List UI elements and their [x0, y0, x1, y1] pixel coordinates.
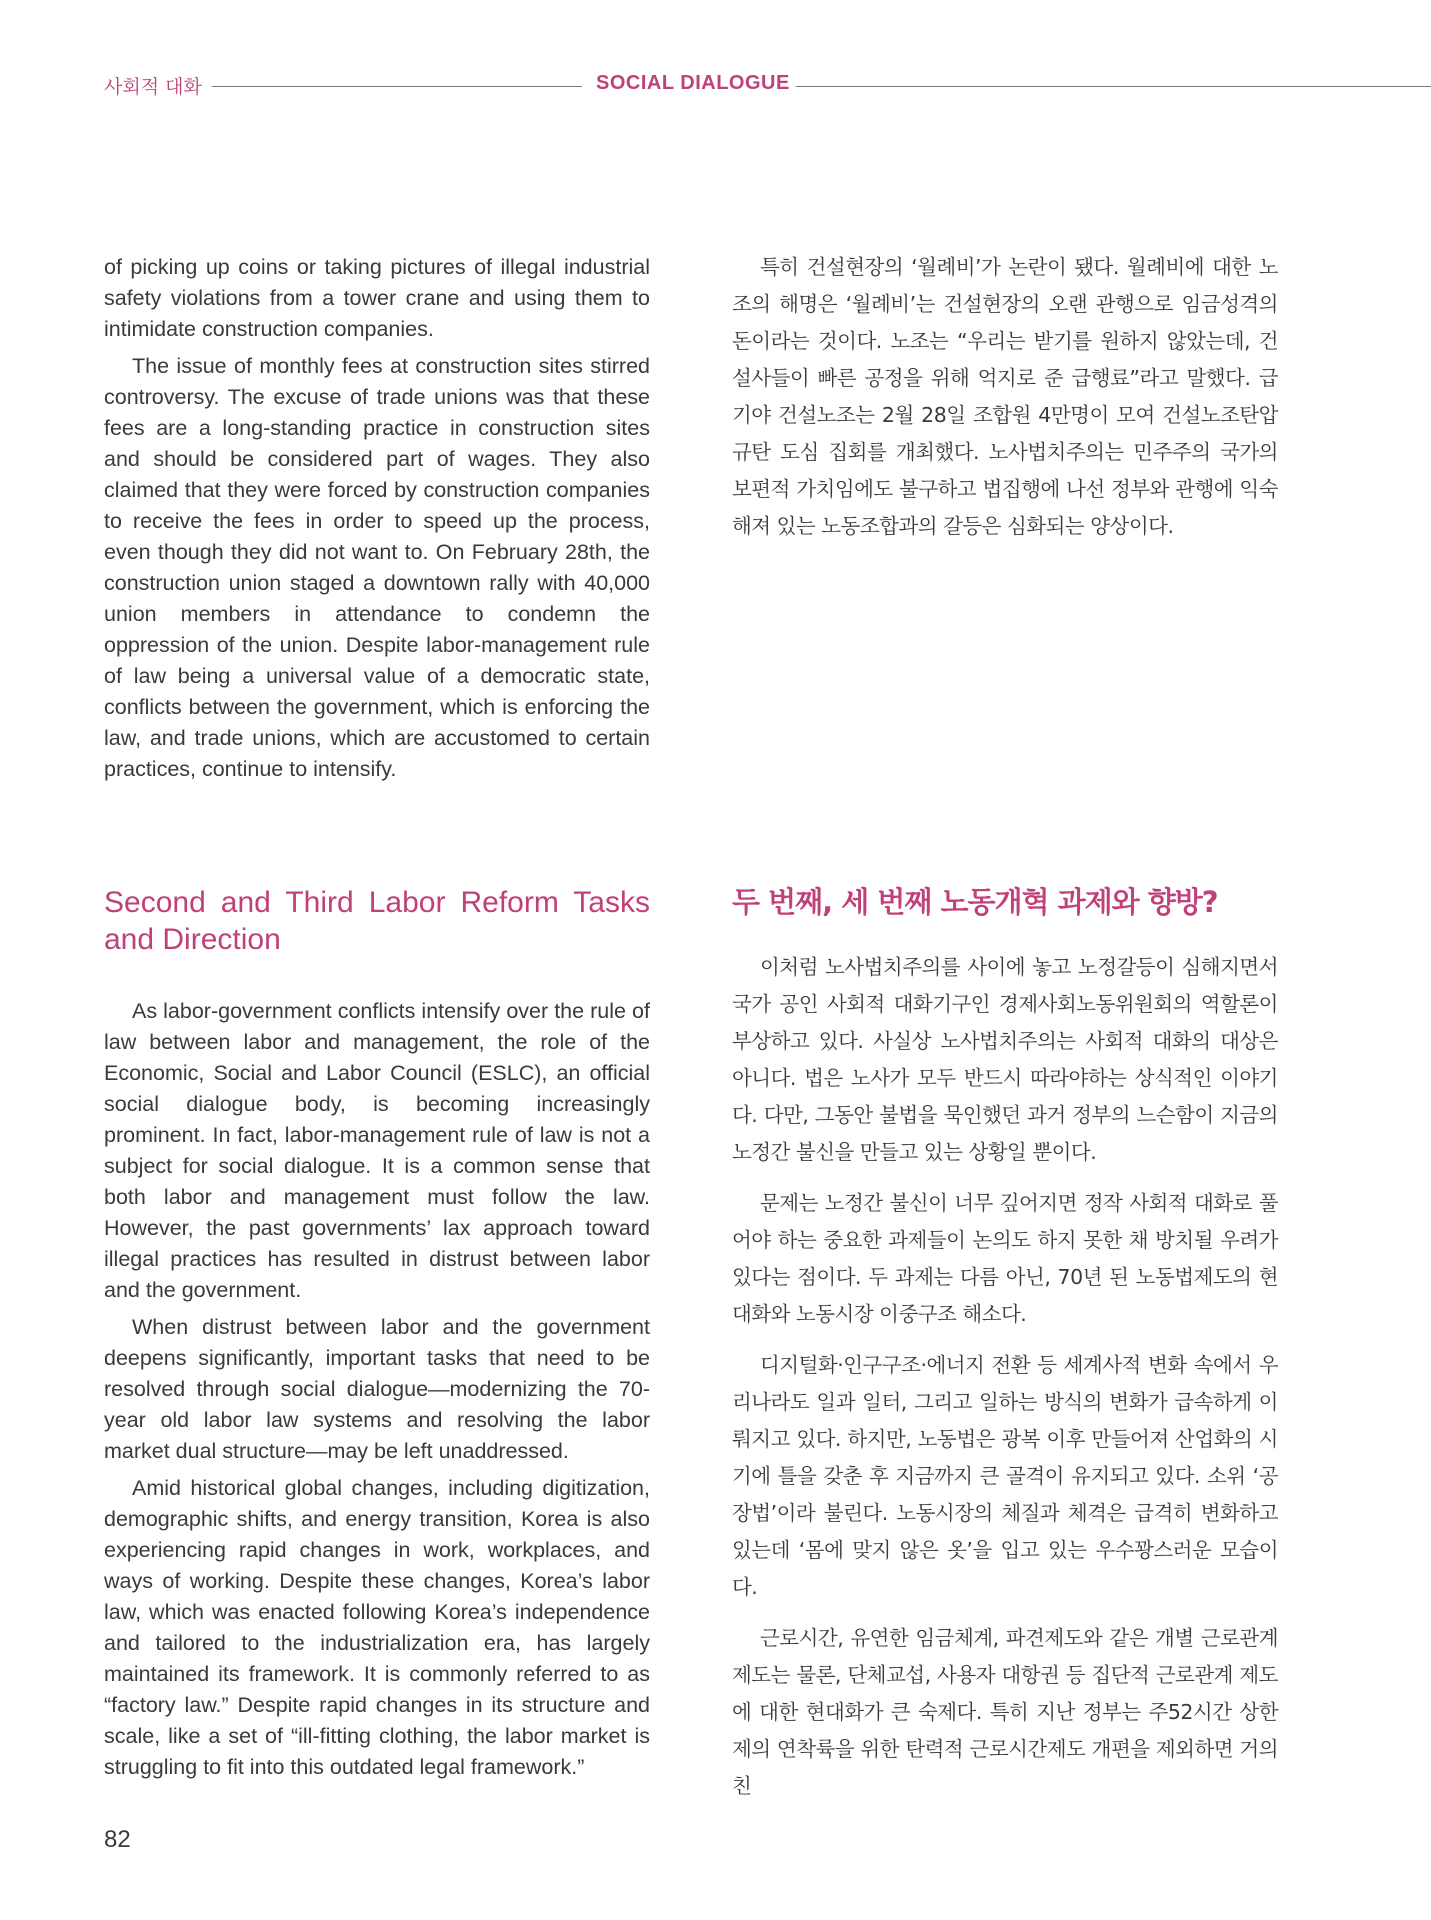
section-title-korean: 사회적 대화 [104, 76, 202, 98]
section-heading: Second and Third Labor Reform Tasks and Direction [104, 886, 650, 956]
section-title-english: SOCIAL DIALOGUE [596, 72, 790, 94]
body-paragraph: of picking up coins or taking pictures of illegal industrial safety violations from a tower crane and using them to intimidate construction companies. [104, 255, 650, 341]
header-rule-left [212, 86, 582, 87]
running-header [0, 72, 1431, 102]
body-paragraph: 디지털화·인구구조·에너지 전환 등 세계사적 변화 속에서 우리나라도 일과 일터, 그리고 일하는 방식의 변화가 급속하게 이뤄지고 있다. 하지만, 노동법은 광복 이후 만들어져 산업화의 시기에 틀을 갖춘 후 지금까지 큰 골격이 유지되고 있다. 소위 ‘공장법’이라 불린다. 노동시장의 체질과 체격은 급격히 변화하고 있는데 ‘몸에 맞지 않은 옷’을 입고 있는 우수꽝스러운 모습이다. [732, 1353, 1278, 1599]
bottom-right-column [732, 884, 1278, 1819]
body-paragraph: 이처럼 노사법치주의를 사이에 놓고 노정갈등이 심해지면서 국가 공인 사회적 대화기구인 경제사회노동위원회의 역할론이 부상하고 있다. 사실상 노사법치주의는 사회적 대화의 대상은 아니다. 법은 노사가 모두 반드시 따라야하는 상식적인 이야기다. 다만, 그동안 불법을 묵인했던 과거 정부의 느슨함이 지금의 노정간 불신을 만들고 있는 상황일 뿐이다. [732, 955, 1278, 1164]
body-paragraph: 문제는 노정간 불신이 너무 깊어지면 정작 사회적 대화로 풀어야 하는 중요한 과제들이 논의도 하지 못한 채 방치될 우려가 있다는 점이다. 두 과제는 다름 아닌, 70년 된 노동법제도의 현대화와 노동시장 이중구조 해소다. [732, 1191, 1278, 1326]
body-paragraph: As labor-government conflicts intensify over the rule of law between labor and management, the role of the Economic, Social and Labor Council (ESLC), an official social dialogue body, is becoming increasingly prominent. In fact, labor-management rule of law is not a subject for social dialogue. It is a common sense that both labor and management must follow the law. However, the past governments’ lax approach toward illegal practices has resulted in distrust between labor and the government. [104, 999, 650, 1302]
body-paragraph: Amid historical global changes, including digitization, demographic shifts, and energy transition, Korea is also experiencing rapid changes in work, workplaces, and ways of working. Despite these changes, Korea’s labor law, which was enacted following Korea’s independence and tailored to the industrialization era, has largely maintained its framework. It is commonly referred to as “factory law.” Despite rapid changes in its structure and scale, like a set of “ill-fitting clothing, the labor market is struggling to fit into this outdated legal framework.” [104, 1476, 650, 1779]
bottom-left-column [104, 884, 650, 1789]
body-paragraph: When distrust between labor and the government deepens significantly, important tasks that need to be resolved through social dialogue—modernizing the 70-year old labor law systems and resolving the labor market dual structure—may be left unaddressed. [104, 1315, 650, 1463]
header-rule-right [796, 86, 1431, 87]
body-paragraph: 근로시간, 유연한 임금체계, 파견제도와 같은 개별 근로관계 제도는 물론, 단체교섭, 사용자 대항권 등 집단적 근로관계 제도에 대한 현대화가 큰 숙제다. 특히 지난 정부는 주52시간 상한제의 연착륙을 위한 탄력적 근로시간제도 개편을 제외하면 거의 친 [732, 1626, 1278, 1798]
body-paragraph: 특히 건설현장의 ‘월례비’가 논란이 됐다. 월례비에 대한 노조의 해명은 ‘월례비’는 건설현장의 오랜 관행으로 임금성격의 돈이라는 것이다. 노조는 “우리는 받기를 원하지 않았는데, 건설사들이 빠른 공정을 위해 억지로 준 급행료”라고 말했다. 급기야 건설노조는 2월 28일 조합원 4만명이 모여 건설노조탄압 규탄 도심 집회를 개최했다. 노사법치주의는 민주주의 국가의 보편적 가치임에도 불구하고 법집행에 나선 정부와 관행에 익숙해져 있는 노동조합과의 갈등은 심화되는 양상이다. [732, 255, 1278, 538]
page-number: 82 [104, 1826, 131, 1853]
top-right-column [732, 249, 1278, 559]
top-left-column [104, 252, 650, 791]
section-heading: 두 번째, 세 번째 노동개혁 과제와 향방? [732, 885, 1218, 919]
body-paragraph: The issue of monthly fees at construction sites stirred controversy. The excuse of trade unions was that these fees are a long-standing practice in construction sites and should be considered part of wages. They also claimed that they were forced by construction companies to receive the fees in order to speed up the process, even though they did not want to. On February 28th, the construction union staged a downtown rally with 40,000 union members in attendance to condemn the oppression of the union. Despite labor-management rule of law being a universal value of a democratic state, conflicts between the government, which is enforcing the law, and trade unions, which are accustomed to certain practices, continue to intensify. [104, 354, 650, 781]
